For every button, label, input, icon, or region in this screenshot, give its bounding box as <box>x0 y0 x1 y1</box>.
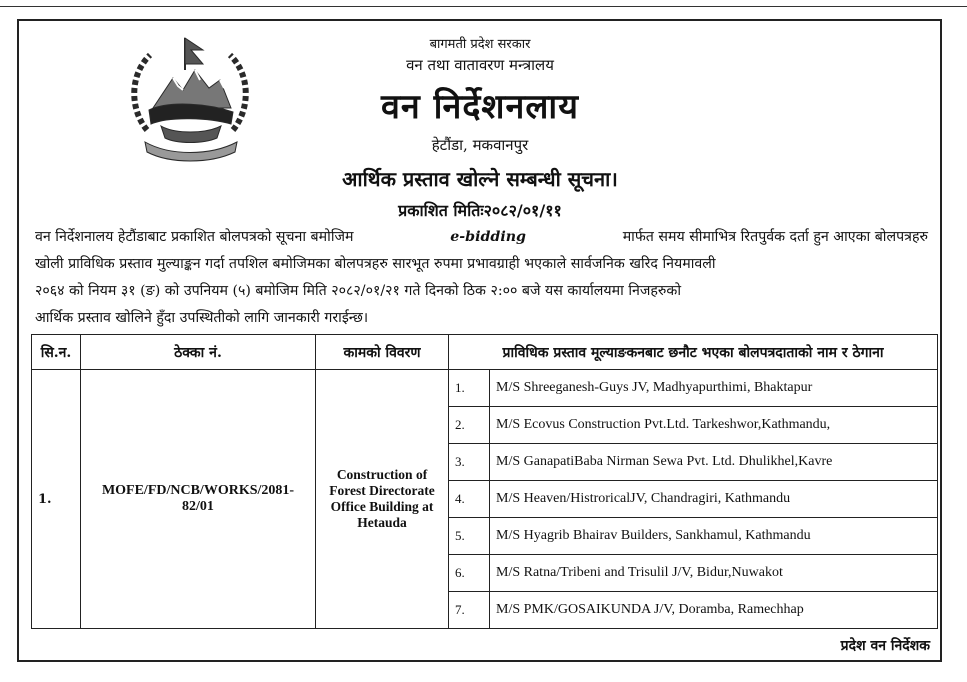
government-name: बागमती प्रदेश सरकार <box>429 37 531 52</box>
signature-title: प्रदेश वन निर्देशक <box>840 638 930 654</box>
body-line-1-b: मार्फत समय सीमाभित्र रितपुर्वक दर्ता हुन आएका बोलपत्रहरु <box>622 229 928 245</box>
header-bidders: प्राविधिक प्रस्ताव मूल्याङकनबाट छनौट भएका बोलपत्रदाताको नाम र ठेगाना <box>449 335 938 370</box>
department-name: वन निर्देशनलाय <box>381 87 579 127</box>
published-date: २०८२/०१/११ <box>483 201 562 220</box>
published-date-line <box>250 199 710 221</box>
row-work-description: Construction of Forest Directorate Office Building at Hetauda <box>316 370 449 629</box>
bidder-index: 4. <box>449 481 490 518</box>
bidder-index: 1. <box>449 370 490 407</box>
body-line-1 <box>35 224 928 251</box>
table-row <box>32 370 938 407</box>
row-sn: 1. <box>32 370 81 629</box>
body-line-2-text: खोली प्राविधिक प्रस्ताव मुल्याङ्कन गर्दा तपशिल बमोजिमका बोलपत्रहरु सारभूत रुपमा प्रभावग्राही भएकाले सार्वजनिक खरिद नियमावली <box>35 256 716 272</box>
bidder-index: 5. <box>449 518 490 555</box>
bidder-name: M/S Heaven/HistroricalJV, Chandragiri, Kathmandu <box>490 481 938 518</box>
body-line-3-text: २०६४ को नियम ३१ (ङ) को उपनियम (५) बमोजिम मिति २०८२/०१/२१ गते दिनको ठिक २:०० बजे यस कार्यालयमा निजहरुको <box>35 283 681 299</box>
bidder-name: M/S Hyagrib Bhairav Builders, Sankhamul, Kathmandu <box>490 518 938 555</box>
bidder-index: 7. <box>449 592 490 629</box>
bidder-name: M/S Shreeganesh-Guys JV, Madhyapurthimi, Bhaktapur <box>490 370 938 407</box>
published-label: प्रकाशित मितिः <box>398 201 484 220</box>
row-contract-no: MOFE/FD/NCB/WORKS/2081-82/01 <box>81 370 316 629</box>
body-line-4-text: आर्थिक प्रस्ताव खोलिने हुँदा उपस्थितीको लागि जानकारी गराईन्छ। <box>35 310 369 326</box>
bidder-index: 2. <box>449 407 490 444</box>
bidder-name: M/S Ratna/Tribeni and Trisulil J/V, Bidur,Nuwakot <box>490 555 938 592</box>
bidder-name: M/S Ecovus Construction Pvt.Ltd. Tarkeshwor,Kathmandu, <box>490 407 938 444</box>
bidder-index: 3. <box>449 444 490 481</box>
office-address: हेटौंडा, मकवानपुर <box>431 136 529 154</box>
header-work: कामको विवरण <box>316 335 449 370</box>
notice-title: आर्थिक प्रस्ताव खोल्ने सम्बन्धी सूचना। <box>342 167 618 191</box>
bidder-name: M/S GanapatiBaba Nirman Sewa Pvt. Ltd. Dhulikhel,Kavre <box>490 444 938 481</box>
top-rule <box>0 6 967 7</box>
header-sn: सि.न. <box>32 335 81 370</box>
e-bidding-term: e-bidding <box>450 229 526 245</box>
table-header-row <box>32 335 938 370</box>
body-line-3 <box>35 278 928 305</box>
body-line-2 <box>35 251 928 278</box>
header-contract-no: ठेक्का नं. <box>81 335 316 370</box>
bidders-table <box>31 334 938 629</box>
bidder-index: 6. <box>449 555 490 592</box>
bidder-name: M/S PMK/GOSAIKUNDA J/V, Doramba, Ramechhap <box>490 592 938 629</box>
body-line-1-a: वन निर्देशनालय हेटौंडाबाट प्रकाशित बोलपत्रको सूचना बमोजिम <box>35 229 354 245</box>
nepal-emblem-icon <box>125 30 255 165</box>
ministry-name: वन तथा वातावरण मन्त्रालय <box>406 56 554 74</box>
body-line-4 <box>35 305 928 332</box>
notice-body <box>35 224 928 332</box>
